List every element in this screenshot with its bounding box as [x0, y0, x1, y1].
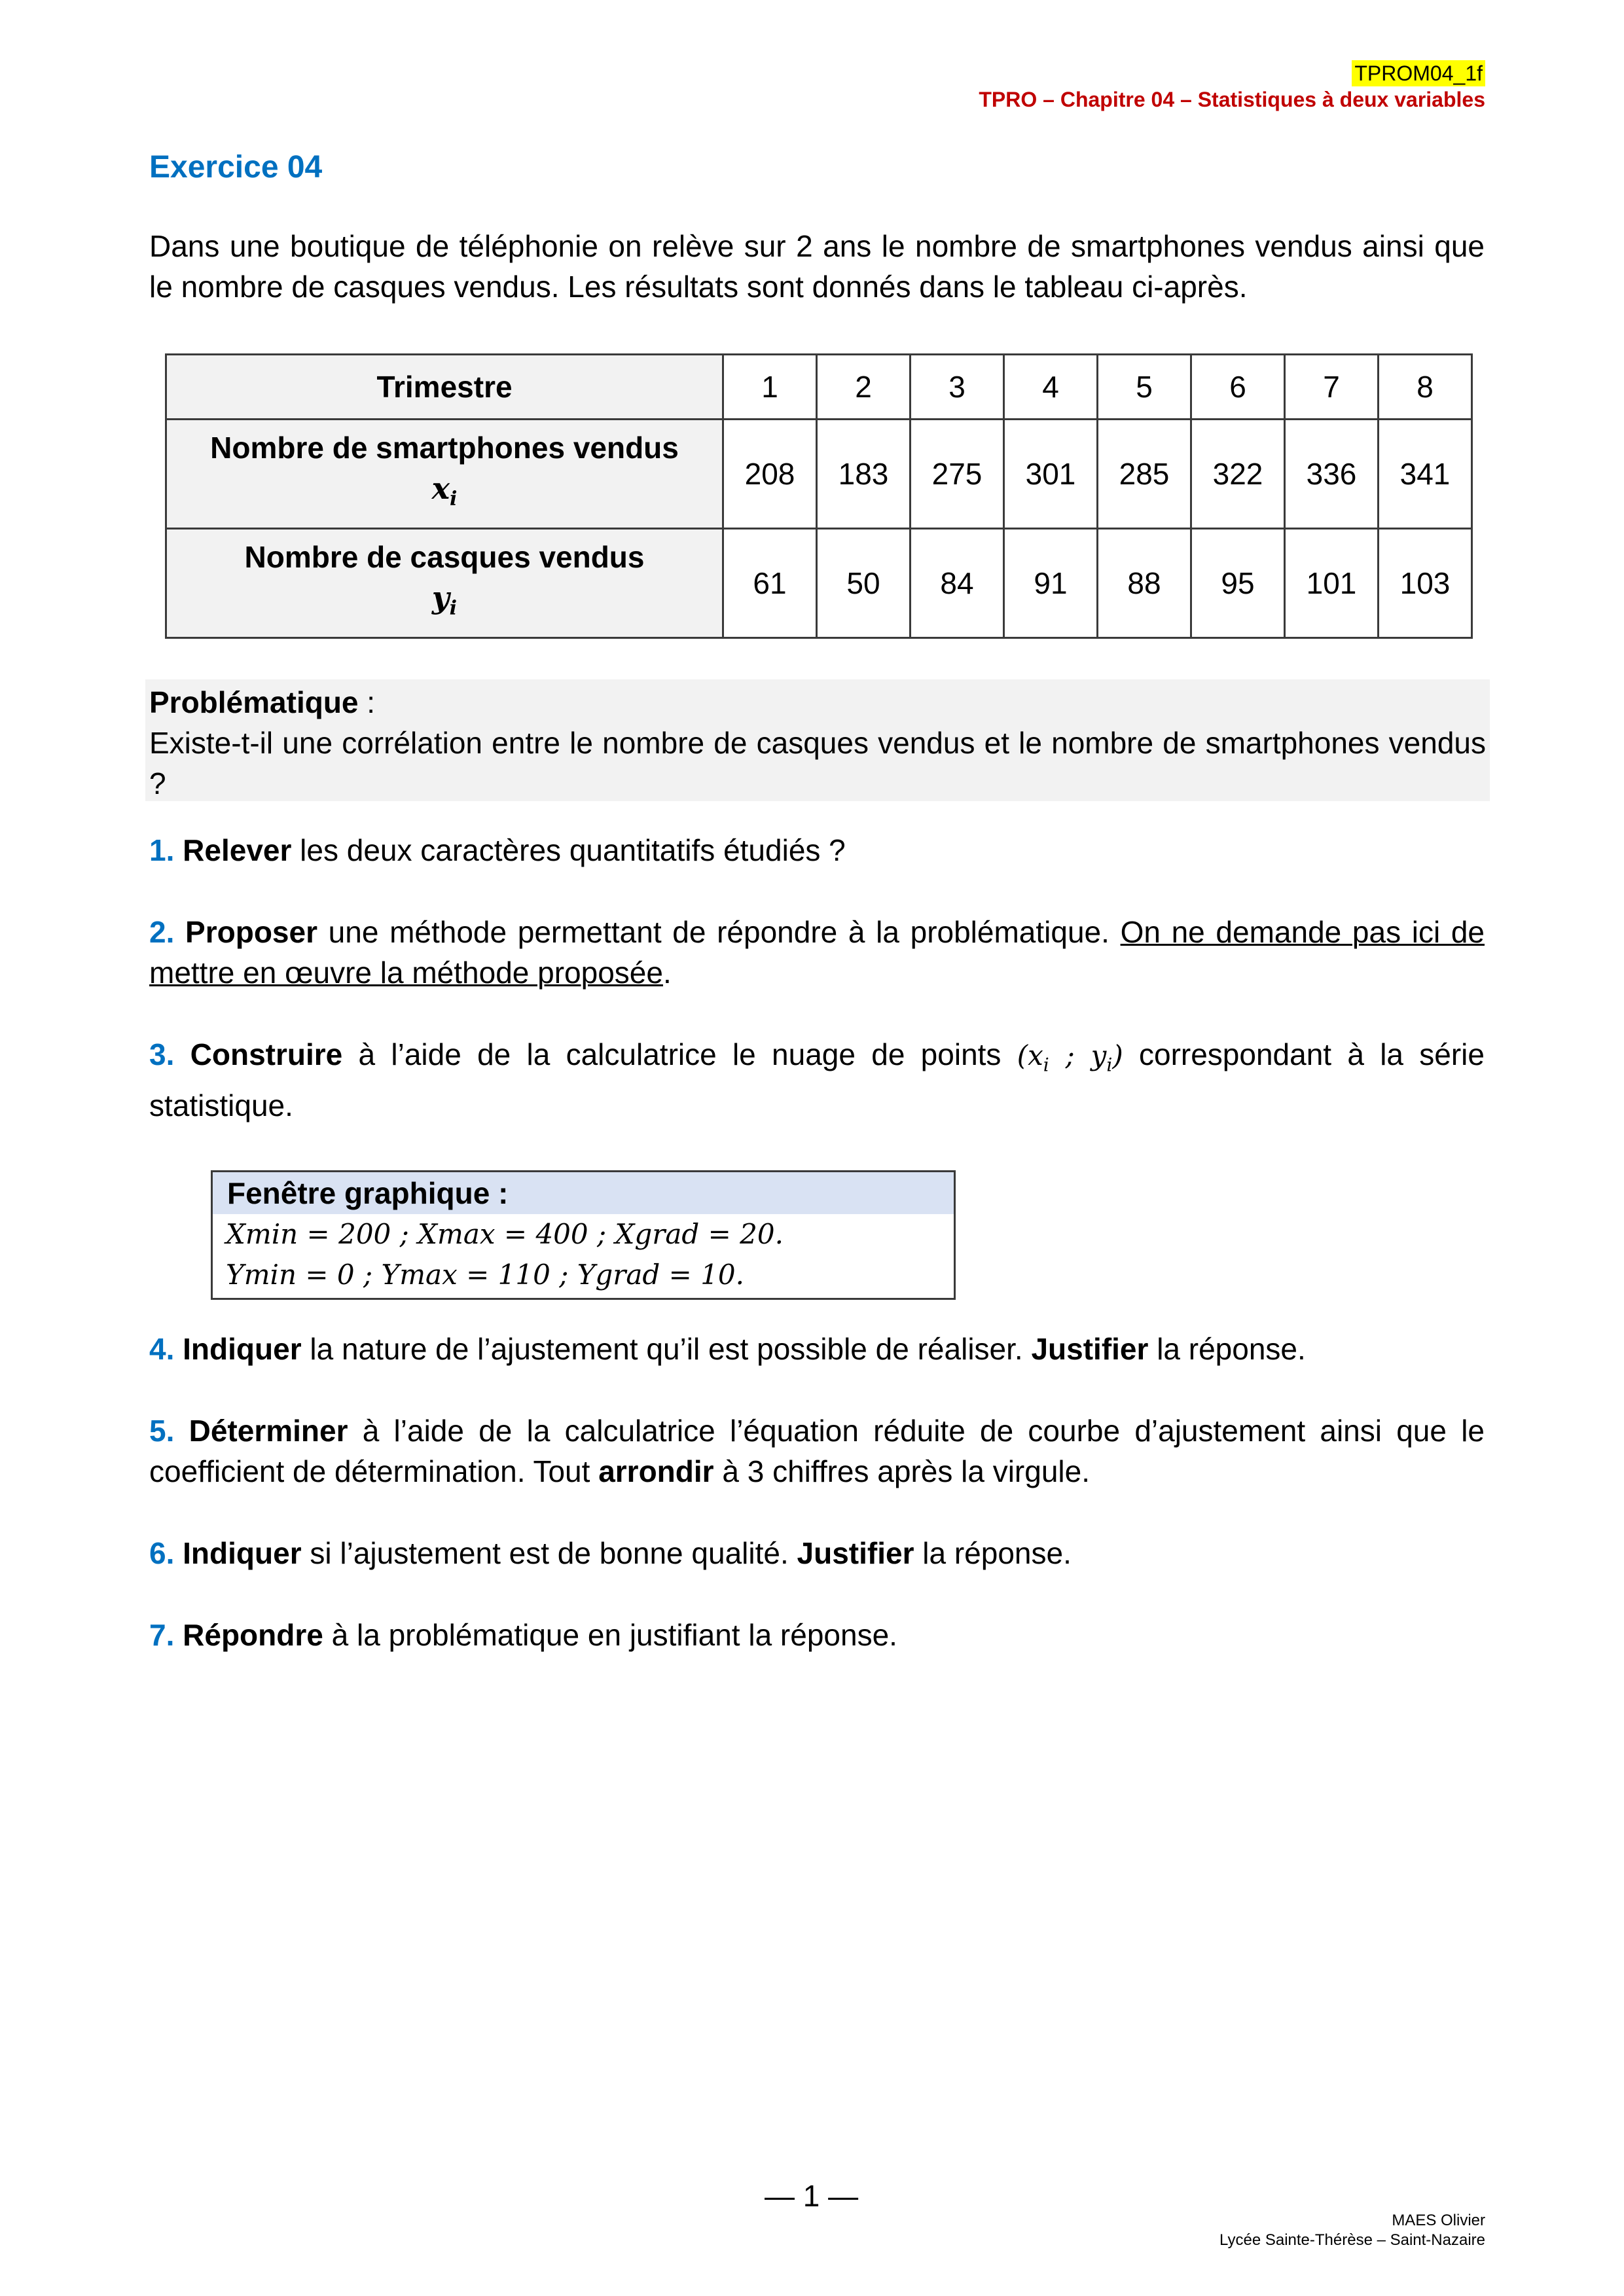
- table-cell: 301: [1004, 420, 1098, 529]
- table-cell: 101: [1285, 529, 1379, 638]
- author-name: MAES Olivier: [1392, 2212, 1485, 2229]
- exercise-title: Exercice 04: [149, 150, 323, 185]
- table-cell: 275: [911, 420, 1004, 529]
- variable-symbol: $y_i$: [431, 580, 458, 620]
- underlined-note: On ne demande pas ici de mettre en œuvre la méthode proposée: [149, 915, 1485, 990]
- table-cell: 6: [1191, 355, 1285, 420]
- graph-window-x-settings: Xmin = 200 ; Xmax = 400 ; Xgrad = 20.: [226, 1218, 784, 1250]
- table-cell: 91: [1004, 529, 1098, 638]
- table-row-smartphones: [166, 420, 1472, 529]
- page-number: — 1 —: [765, 2179, 859, 2213]
- table-cell: 183: [817, 420, 911, 529]
- row-label: [166, 420, 723, 529]
- question-1: 1. Relever les deux caractères quantitatifs étudiés ?: [149, 833, 846, 867]
- table-cell: 4: [1004, 355, 1098, 420]
- table-cell: 336: [1285, 420, 1379, 529]
- table-cell: 95: [1191, 529, 1285, 638]
- school-name: Lycée Sainte-Thérèse – Saint-Nazaire: [1219, 2231, 1485, 2249]
- graph-window-y-settings: Ymin = 0 ; Ymax = 110 ; Ygrad = 10.: [226, 1259, 744, 1291]
- table-cell: 341: [1379, 420, 1472, 529]
- question-6: 6. Indiquer si l’ajustement est de bonne qualité. Justifier la réponse.: [149, 1536, 1072, 1570]
- table-cell: 103: [1379, 529, 1472, 638]
- data-table: [165, 353, 1473, 639]
- question-3: 3. Construire à l’aide de la calculatrice le nuage de points ($x_i$ ; $y_i$) correspondant à la série statistique.: [149, 1037, 1485, 1123]
- table-row-trimestre: [166, 355, 1472, 420]
- problematique-text: Existe-t-il une corrélation entre le nombre de casques vendus et le nombre de smartphones vendus ?: [149, 726, 1486, 800]
- table-cell: 285: [1098, 420, 1191, 529]
- variable-symbol: $x_i$: [431, 471, 458, 511]
- table-cell: 3: [911, 355, 1004, 420]
- table-cell: 8: [1379, 355, 1472, 420]
- table-row-casques: [166, 529, 1472, 638]
- question-7: 7. Répondre à la problématique en justifiant la réponse.: [149, 1618, 897, 1652]
- table-cell: 2: [817, 355, 911, 420]
- table-cell: 7: [1285, 355, 1379, 420]
- row-label: [166, 529, 723, 638]
- graph-window-box: [211, 1170, 956, 1300]
- question-5: 5. Déterminer à l’aide de la calculatrice l’équation réduite de courbe d’ajustement ainsi que le coefficient de détermination. Tout arrondir à 3 chiffres après la virgule.: [149, 1414, 1485, 1488]
- table-cell: 50: [817, 529, 911, 638]
- table-cell: 322: [1191, 420, 1285, 529]
- problematique-box: Problématique : Existe-t-il une corrélation entre le nombre de casques vendus et le nombre de smartphones vendus ?: [145, 679, 1490, 801]
- row-label-text: Nombre de smartphones vendus: [210, 431, 679, 465]
- chapter-title: TPRO – Chapitre 04 – Statistiques à deux variables: [979, 88, 1485, 111]
- exercise-intro: Dans une boutique de téléphonie on relève sur 2 ans le nombre de smartphones vendus ainsi que le nombre de casques vendus. Les résultats sont donnés dans le tableau ci-après.: [149, 229, 1485, 304]
- graph-window-title: Fenêtre graphique :: [213, 1172, 954, 1214]
- table-cell: 88: [1098, 529, 1191, 638]
- table-cell: 84: [911, 529, 1004, 638]
- row-label-text: Nombre de casques vendus: [244, 540, 645, 575]
- question-2: 2. Proposer une méthode permettant de répondre à la problématique. On ne demande pas ici de mettre en œuvre la méthode proposée.: [149, 915, 1485, 990]
- table-cell: 5: [1098, 355, 1191, 420]
- document-code: TPROM04_1f: [1352, 60, 1485, 86]
- problematique-title: Problématique: [149, 685, 359, 719]
- table-cell: 1: [723, 355, 817, 420]
- point-notation: ($x_i$ ; $y_i$): [1017, 1039, 1123, 1076]
- question-4: 4. Indiquer la nature de l’ajustement qu’il est possible de réaliser. Justifier la réponse.: [149, 1332, 1306, 1366]
- row-label: Trimestre: [166, 355, 723, 420]
- table-cell: 208: [723, 420, 817, 529]
- table-cell: 61: [723, 529, 817, 638]
- footer-credits: [1219, 2211, 1485, 2250]
